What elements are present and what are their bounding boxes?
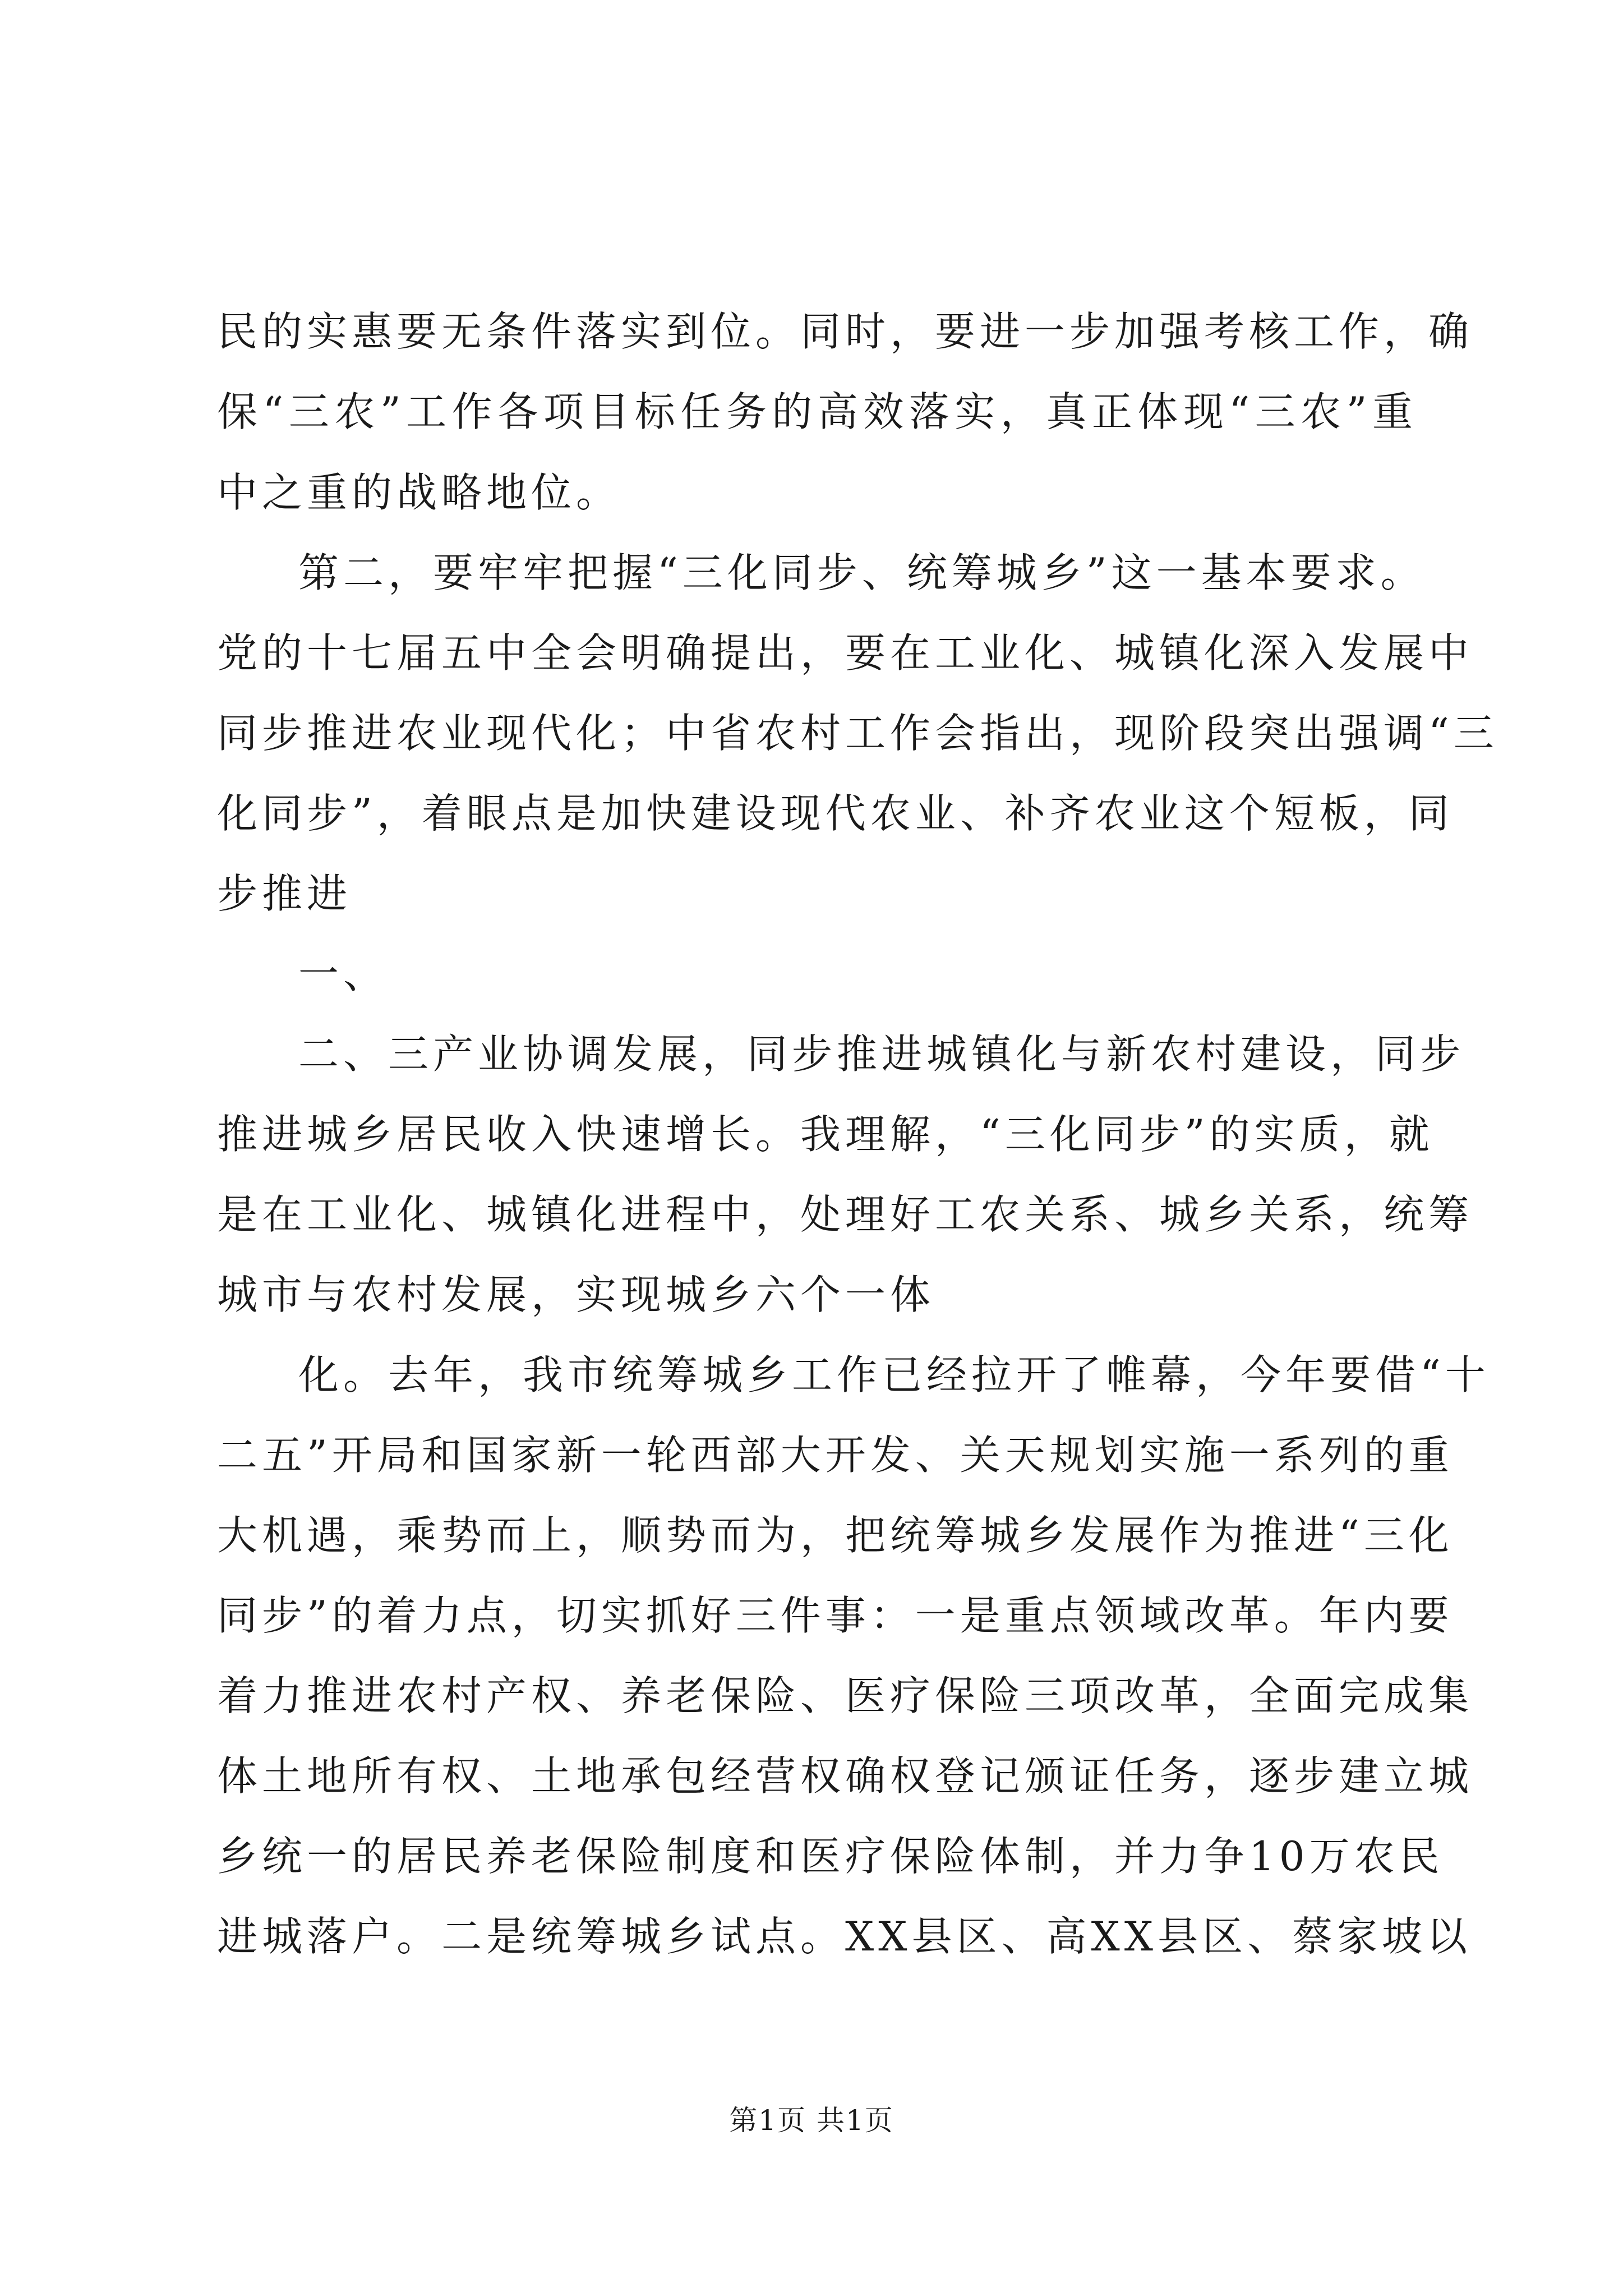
text-line: 乡统一的居民养老保险制度和医疗保险体制，并力争10万农民 — [217, 1833, 1444, 1880]
text-line: 推进城乡居民收入快速增长。我理解，“三化同步”的实质，就 — [217, 1111, 1434, 1158]
text-line: 进城落户。二是统筹城乡试点。XX县区、高XX县区、蔡家坡以 — [217, 1913, 1472, 1960]
text-line: 着力推进农村产权、养老保险、医疗保险三项改革，全面完成集 — [217, 1672, 1474, 1719]
text-line: 同步”的着力点，切实抓好三件事：一是重点领域改革。年内要 — [217, 1592, 1454, 1639]
paragraph-start-line: 化。去年，我市统筹城乡工作已经拉开了帷幕，今年要借“十 — [298, 1351, 1490, 1398]
paragraph-start-line: 二、三产业协调发展，同步推进城镇化与新农村建设，同步 — [298, 1030, 1465, 1078]
text-line: 同步推进农业现代化；中省农村工作会指出，现阶段突出强调“三 — [217, 710, 1498, 757]
text-line: 城市与农村发展，实现城乡六个一体 — [217, 1271, 935, 1318]
text-line: 二五”开局和国家新一轮西部大开发、关天规划实施一系列的重 — [217, 1432, 1454, 1479]
text-line: 党的十七届五中全会明确提出，要在工业化、城镇化深入发展中 — [217, 629, 1474, 677]
paragraph-start-line: 第二，要牢牢把握“三化同步、统筹城乡”这一基本要求。 — [298, 549, 1426, 596]
text-line: 体土地所有权、土地承包经营权确权登记颁证任务，逐步建立城 — [217, 1752, 1474, 1800]
page-number-footer: 第1页 共1页 — [729, 2104, 894, 2137]
list-marker-line: 一、 — [298, 950, 389, 997]
text-line: 保“三农”工作各项目标任务的高效落实，真正体现“三农”重 — [217, 388, 1417, 435]
text-line: 民的实惠要无条件落实到位。同时，要进一步加强考核工作，确 — [217, 308, 1474, 355]
text-line: 大机遇，乘势而上，顺势而为，把统筹城乡发展作为推进“三化 — [217, 1512, 1454, 1559]
text-line: 步推进 — [217, 870, 352, 917]
text-line: 中之重的战略地位。 — [217, 469, 621, 516]
text-line: 化同步”，着眼点是加快建设现代农业、补齐农业这个短板，同 — [217, 790, 1454, 837]
text-line: 是在工业化、城镇化进程中，处理好工农关系、城乡关系，统筹 — [217, 1191, 1474, 1238]
